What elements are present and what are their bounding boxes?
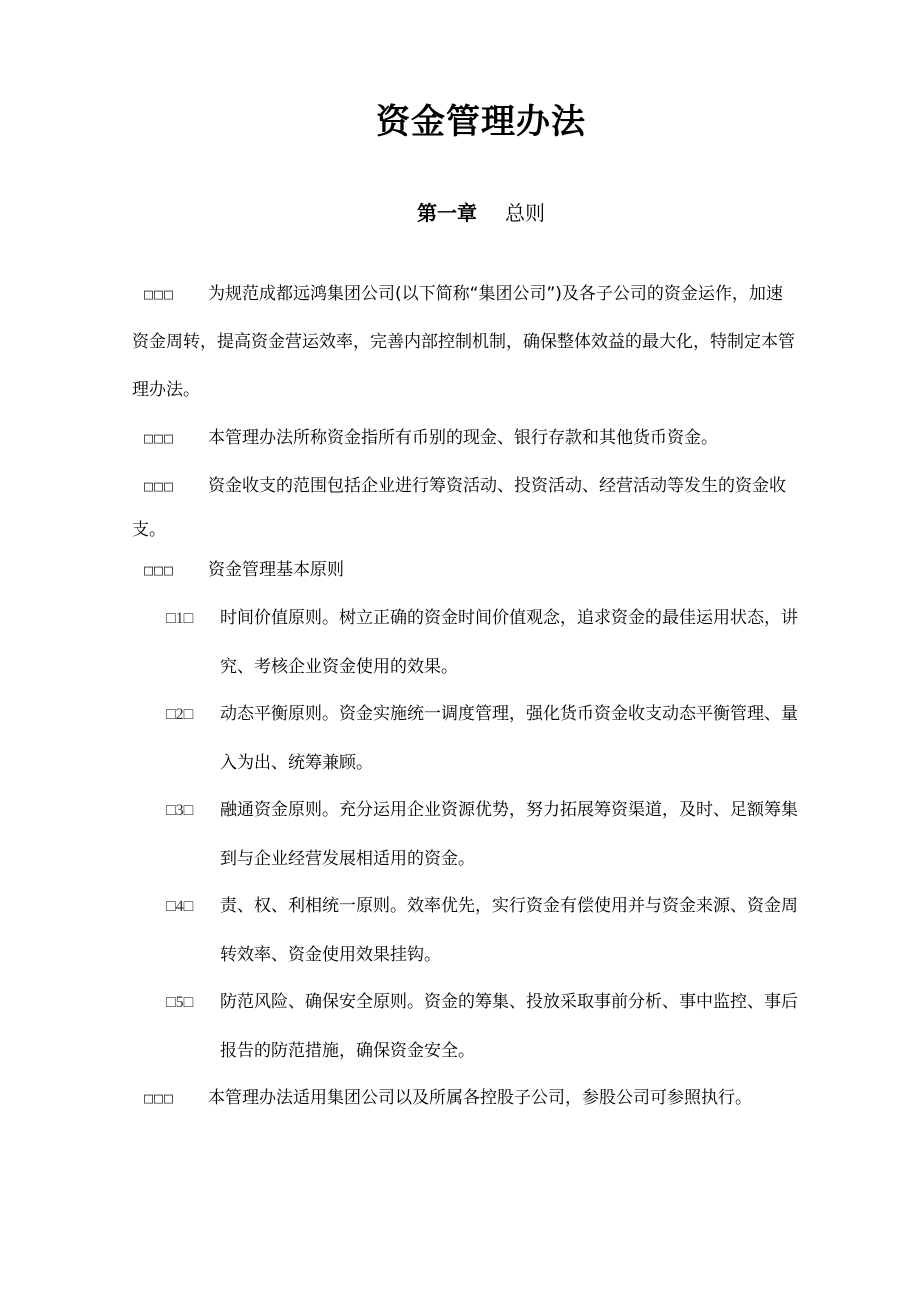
article-1-text-1: 为规范成都远鸿集团公司(以下简称“集团公司”)及各子公司的资金运作，加速 — [208, 284, 783, 304]
principle-text-1: 责、权、利相统一原则。效率优先，实行资金有偿使用并与资金来源、资金周 — [220, 896, 798, 916]
principle-number: □2□ — [166, 706, 194, 723]
principle-text-2: 究、考核企业资金使用的效果。 — [220, 657, 458, 677]
principle-number: □4□ — [166, 898, 194, 915]
article-3-line-2: 支。 — [132, 520, 166, 540]
principle-text-2: 入为出、统筹兼顾。 — [220, 753, 373, 773]
principle-line-1 — [166, 786, 832, 835]
principle-item — [166, 690, 832, 787]
chapter-name: 总则 — [505, 201, 545, 225]
article-1-line-3: 理办法。 — [132, 380, 200, 400]
article-2-line-1 — [132, 414, 832, 462]
article-2-text-1: 本管理办法所称资金指所有币别的现金、银行存款和其他货币资金。 — [208, 428, 718, 448]
principle-line-1 — [166, 882, 832, 931]
chapter-number: 第一章 — [417, 201, 477, 225]
principle-text-1: 时间价值原则。树立正确的资金时间价值观念，追求资金的最佳运用状态，讲 — [220, 608, 798, 628]
principle-item — [166, 786, 832, 883]
article-marker: □□□ — [144, 1089, 175, 1107]
principle-number: □5□ — [166, 994, 194, 1011]
article-marker: □□□ — [144, 477, 175, 495]
article-5-line-1 — [132, 1074, 832, 1122]
article-4-text-1: 资金管理基本原则 — [208, 560, 344, 580]
article-1-line-2: 资金周转，提高资金营运效率，完善内部控制机制，确保整体效益的最大化，特制定本管 — [132, 332, 795, 352]
article-3-text-1: 资金收支的范围包括企业进行筹资活动、投资活动、经营活动等发生的资金收 — [208, 476, 786, 496]
document-title: 资金管理办法 — [376, 102, 586, 142]
principle-text-1: 防范风险、确保安全原则。资金的筹集、投放采取事前分析、事中监控、事后 — [220, 992, 798, 1012]
article-4 — [132, 546, 832, 594]
principle-number: □3□ — [166, 802, 194, 819]
article-3 — [132, 462, 832, 554]
principle-line-1 — [166, 690, 832, 739]
chapter-heading — [0, 198, 920, 228]
principle-text-2: 到与企业经营发展相适用的资金。 — [220, 849, 475, 869]
principle-item — [166, 594, 832, 691]
article-4-line-1 — [132, 546, 832, 594]
article-marker: □□□ — [144, 285, 175, 303]
principle-item — [166, 882, 832, 979]
principle-text-2: 报告的防范措施，确保资金安全。 — [220, 1041, 475, 1061]
article-marker: □□□ — [144, 561, 175, 579]
article-1-line-1 — [132, 270, 832, 318]
principle-text-1: 动态平衡原则。资金实施统一调度管理，强化货币资金收支动态平衡管理、量 — [220, 704, 798, 724]
article-3-line-1 — [132, 462, 832, 510]
principle-line-1 — [166, 978, 832, 1027]
principle-item — [166, 978, 832, 1075]
article-5-text-1: 本管理办法适用集团公司以及所属各控股子公司，参股公司可参照执行。 — [208, 1088, 752, 1108]
principle-text-2: 转效率、资金使用效果挂钩。 — [220, 945, 441, 965]
principle-line-1 — [166, 594, 832, 643]
article-5 — [132, 1074, 832, 1122]
article-2 — [132, 414, 832, 462]
principle-text-1: 融通资金原则。充分运用企业资源优势，努力拓展筹资渠道，及时、足额筹集 — [220, 800, 798, 820]
article-1 — [132, 270, 832, 414]
principle-number: □1□ — [166, 610, 194, 627]
article-marker: □□□ — [144, 429, 175, 447]
